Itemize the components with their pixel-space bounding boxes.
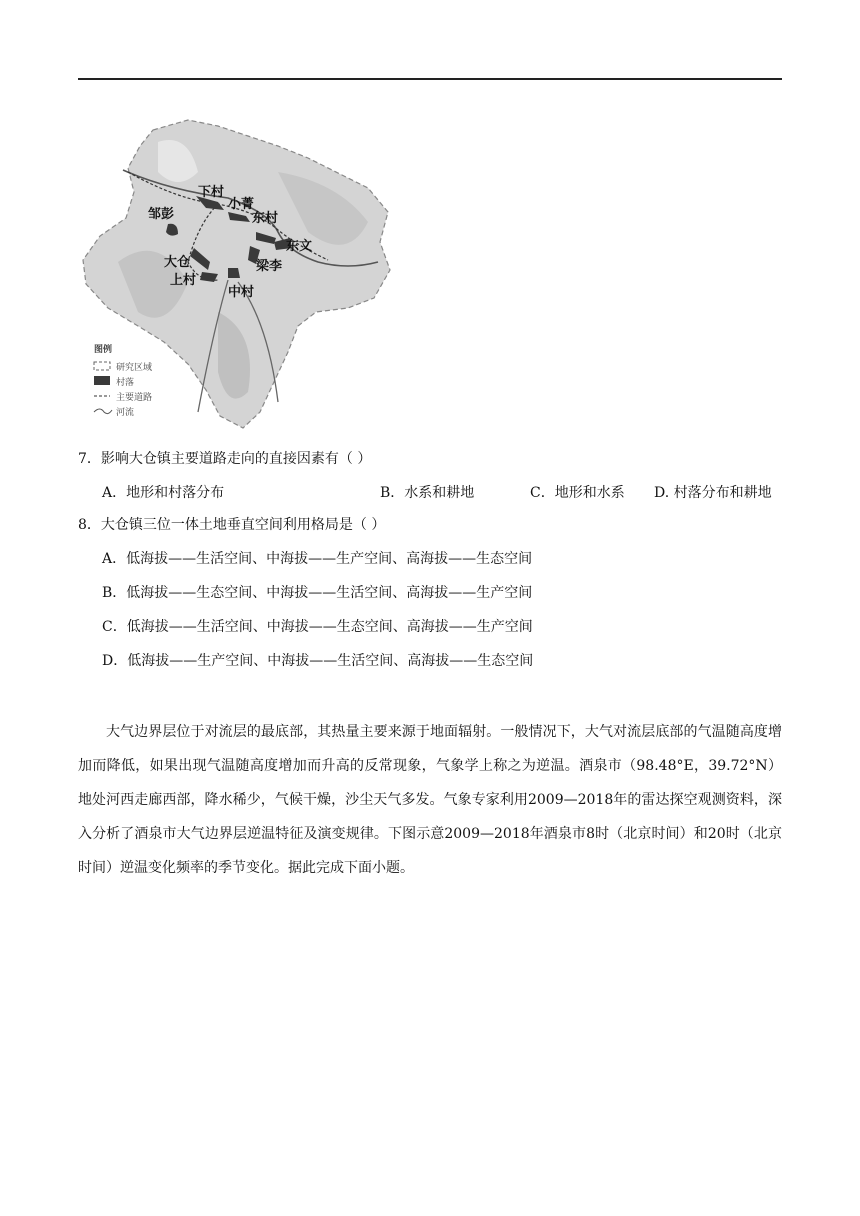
legend-village-icon <box>94 376 110 385</box>
header-rule <box>78 78 782 80</box>
legend-study-area-icon <box>94 362 110 370</box>
legend-village: 村落 <box>116 378 135 388</box>
q8-option-c[interactable]: C．低海拔——生活空间、中海拔——生态空间、高海拔——生产空间 <box>102 619 533 635</box>
label-xiacun: 下村 <box>198 185 225 200</box>
question-8-stem: 8．大仓镇三位一体土地垂直空间利用格局是（ ） <box>78 517 386 533</box>
label-dacang: 大仓 <box>164 255 191 270</box>
q8-option-b[interactable]: B．低海拔——生态空间、中海拔——生活空间、高海拔——生产空间 <box>102 585 533 601</box>
label-dongwen: 东文 <box>286 239 313 254</box>
q8-option-a[interactable]: A．低海拔——生活空间、中海拔——生产空间、高海拔——生态空间 <box>102 551 533 567</box>
label-xiaojing: 小菁 <box>228 197 255 212</box>
legend-river: 河流 <box>116 408 135 418</box>
label-zhongcun: 中村 <box>228 285 255 300</box>
question-7-stem: 7．影响大仓镇主要道路走向的直接因素有（ ） <box>78 451 372 467</box>
village-marker <box>228 268 240 278</box>
q7-option-c[interactable]: C．地形和水系 <box>530 485 625 501</box>
passage-paragraph: 大气边界层位于对流层的最底部，其热量主要来源于地面辐射。一般情况下，大气对流层底部的气温随高度增加而降低，如果出现气温随高度增加而升高的反常现象，气象学上称之为逆温。酒泉市（98.48°E，39.72°N）地处河西走廊西部，降水稀少，气候干燥，沙尘天气多发。气象专家利用2009—2018年的雷达探空观测资料，深入分析了酒泉市大气边界层逆温特征及演变规律。下图示意2009—2018年酒泉市8时（北京时间）和20时（北京时间）逆温变化频率的季节变化。据此完成下面小题。 <box>78 724 782 876</box>
label-zoupeng: 邹彭 <box>148 207 175 222</box>
q7-option-a[interactable]: A．地形和村落分布 <box>102 485 225 501</box>
legend-study-area: 研究区域 <box>116 363 153 373</box>
map-svg <box>78 112 398 432</box>
map-figure <box>78 112 398 432</box>
q7-option-b[interactable]: B．水系和耕地 <box>380 485 475 501</box>
legend-main-road: 主要道路 <box>116 393 153 403</box>
q7-option-d[interactable]: D. 村落分布和耕地 <box>654 485 772 501</box>
label-dongcun: 东村 <box>252 211 279 226</box>
map-legend <box>94 343 152 418</box>
legend-river-icon <box>94 409 112 414</box>
label-liangli: 梁李 <box>256 259 283 274</box>
q8-option-d[interactable]: D．低海拔——生产空间、中海拔——生活空间、高海拔——生态空间 <box>102 653 534 669</box>
label-shangcun: 上村 <box>170 273 197 288</box>
legend-title: 图例 <box>94 345 113 355</box>
